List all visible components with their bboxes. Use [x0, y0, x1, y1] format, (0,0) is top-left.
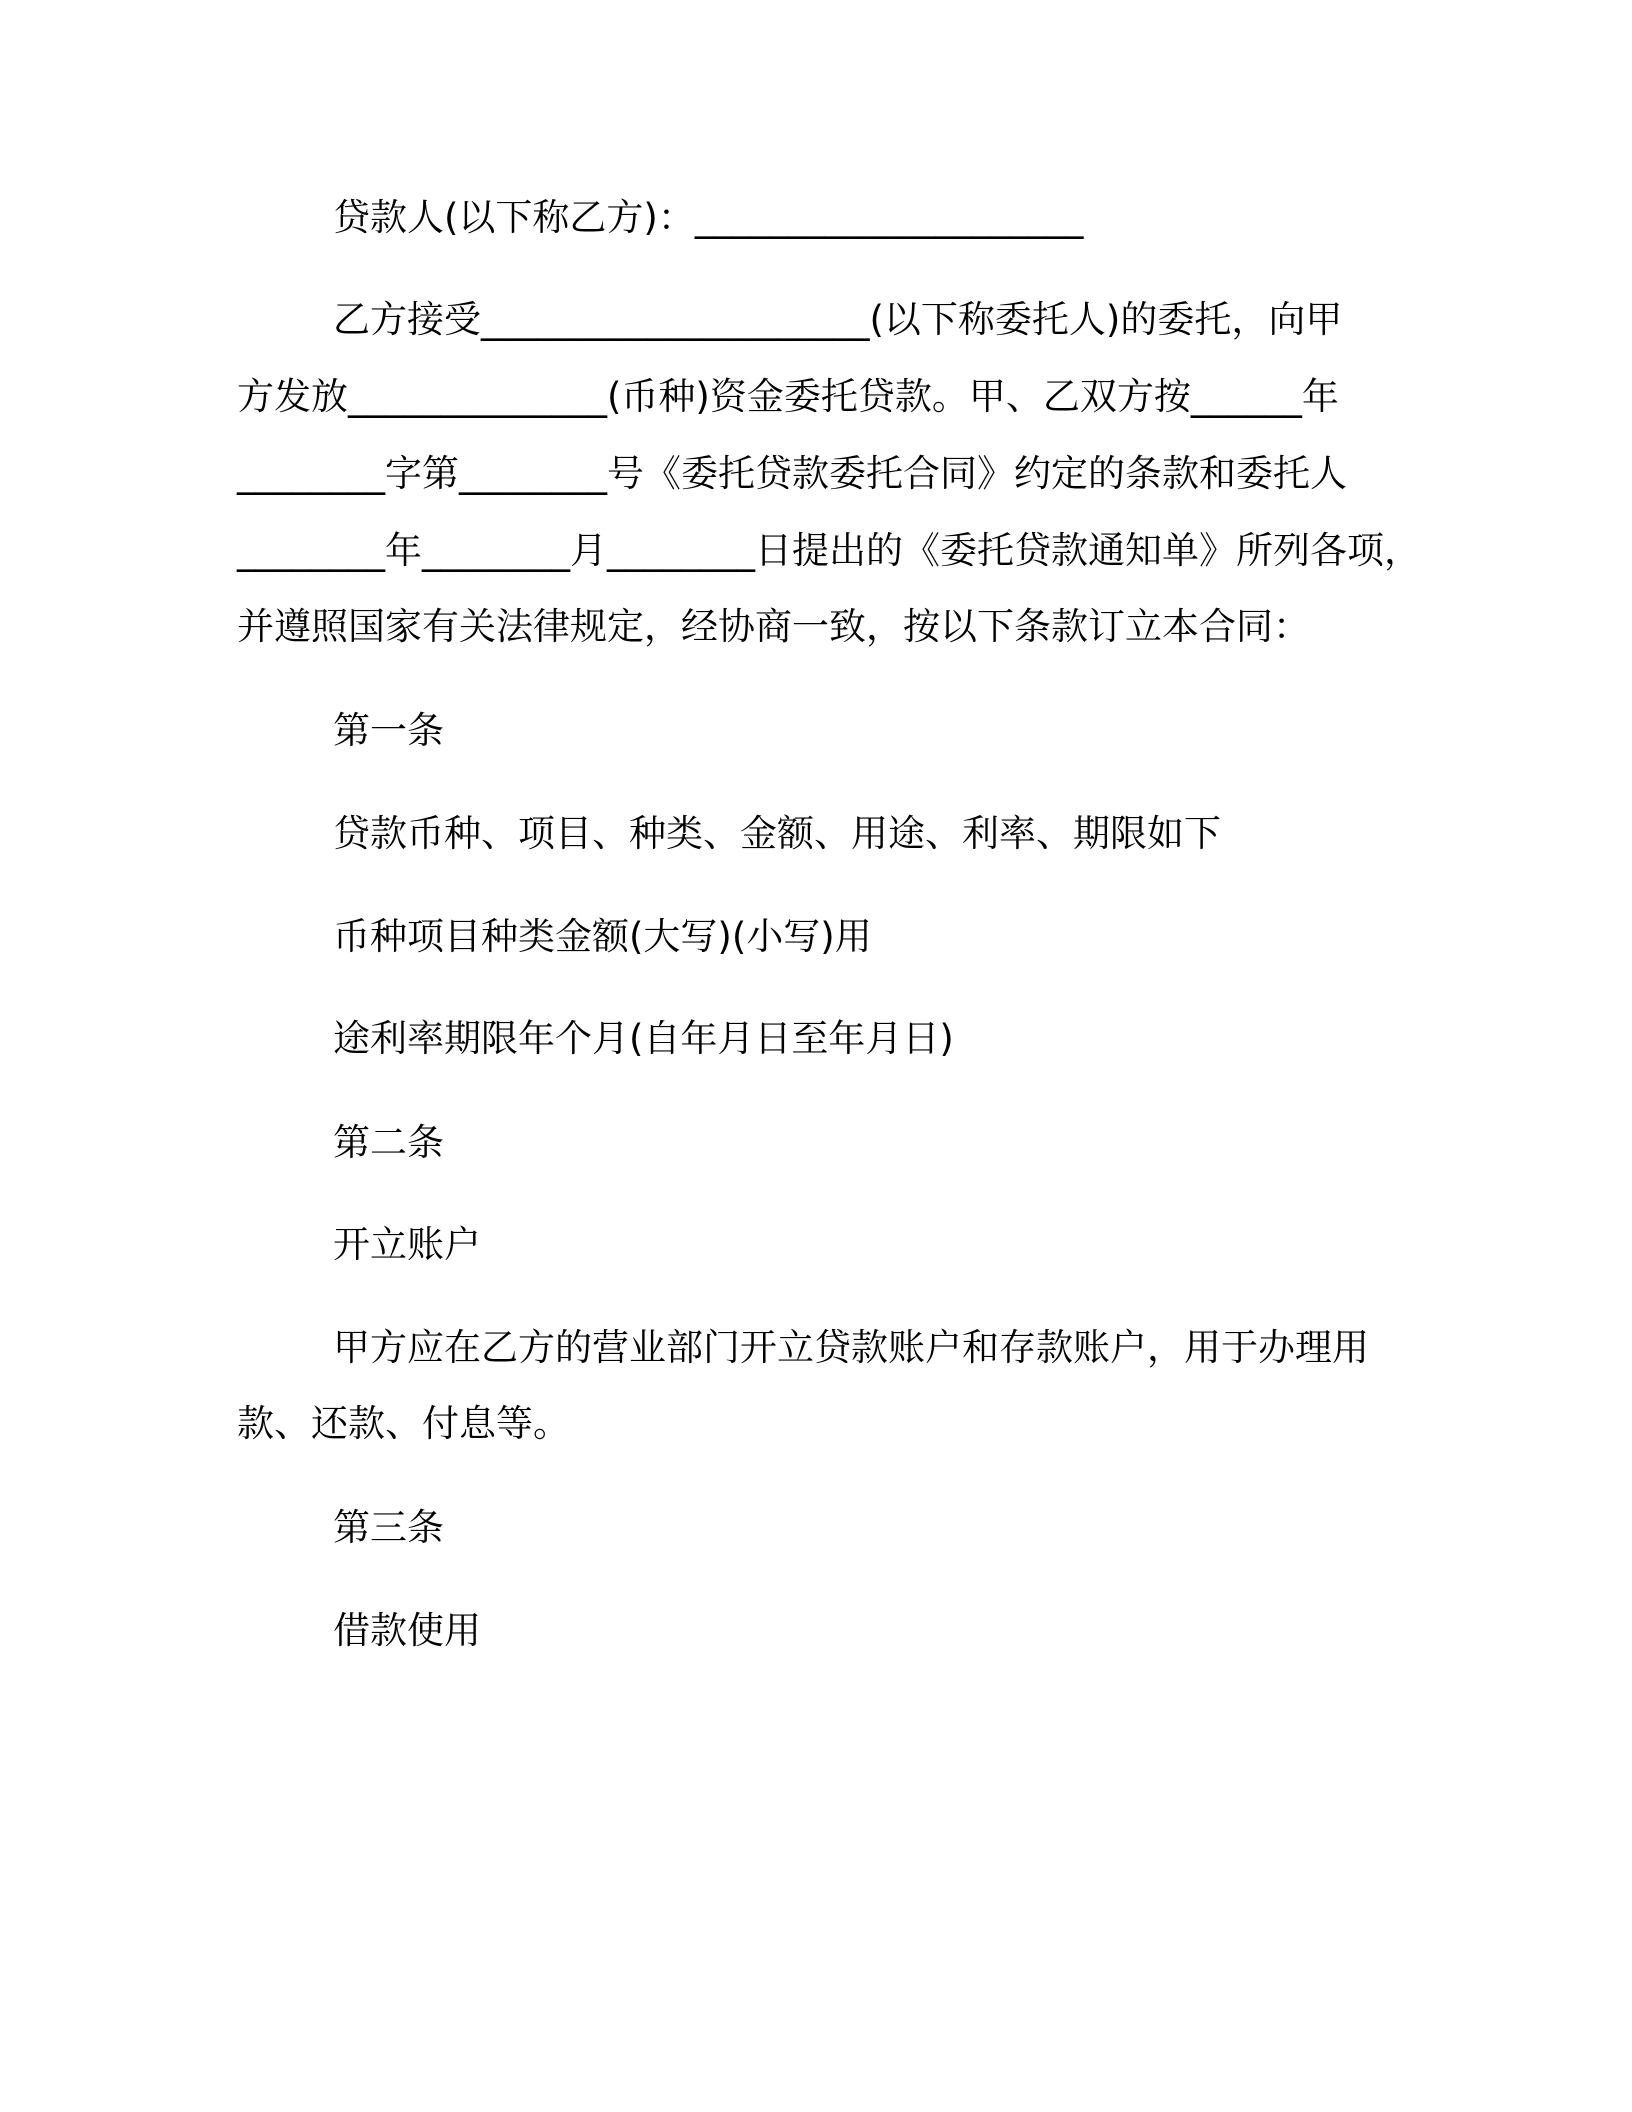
- article-3-heading: 第三条: [333, 1506, 444, 1549]
- intro-line-5: 并遵照国家有关法律规定，经协商一致，按以下条款订立本合同：: [237, 605, 1310, 648]
- article-1-heading: 第一条: [333, 709, 444, 752]
- intro-line-2: 方发放______________(币种)资金委托贷款。甲、乙双方按______年: [237, 375, 1339, 418]
- intro-line-3: ________字第________号《委托贷款委托合同》约定的条款和委托人: [237, 452, 1347, 495]
- intro-line-4: ________年________月________日提出的《委托贷款通知单》所列各项，: [237, 529, 1421, 572]
- article-3-title: 借款使用: [333, 1609, 481, 1652]
- article-1-title: 贷款币种、项目、种类、金额、用途、利率、期限如下: [333, 812, 1221, 855]
- lender-line: 贷款人(以下称乙方)：_____________________: [333, 196, 1084, 239]
- article-2-title: 开立账户: [333, 1223, 481, 1266]
- article-2-line-2: 款、还款、付息等。: [237, 1402, 570, 1445]
- intro-line-1: 乙方接受_____________________(以下称委托人)的委托，向甲: [333, 298, 1343, 341]
- article-1-line-1: 币种项目种类金额(大写)(小写)用: [333, 915, 872, 958]
- article-1-line-2: 途利率期限年个月(自年月日至年月日): [333, 1017, 954, 1060]
- article-2-line-1: 甲方应在乙方的营业部门开立贷款账户和存款账户，用于办理用: [333, 1326, 1369, 1369]
- article-2-heading: 第二条: [333, 1121, 444, 1164]
